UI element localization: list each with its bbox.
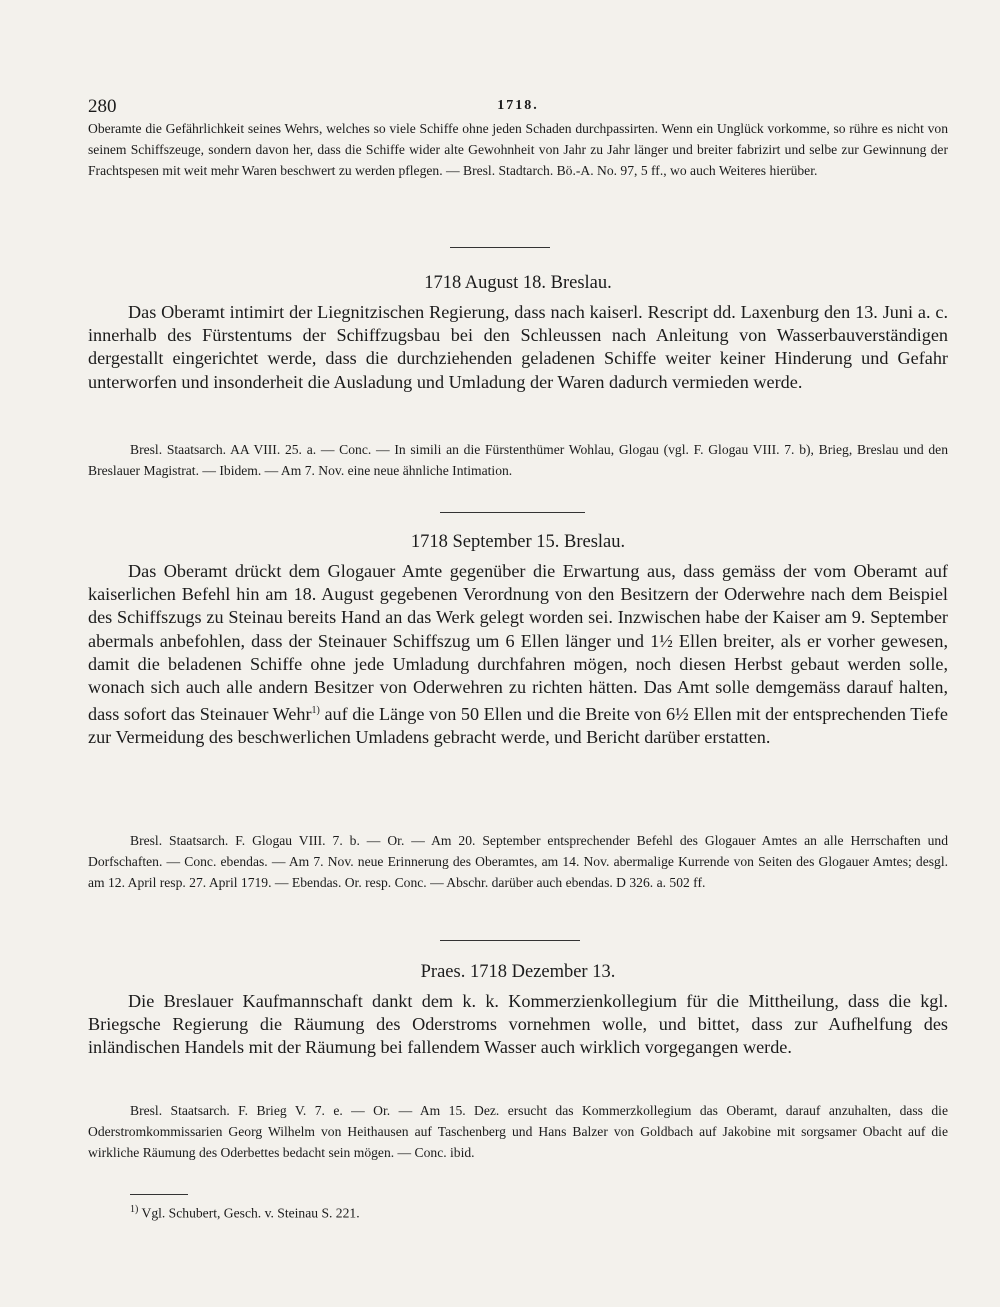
footnote-text: Vgl. Schubert, Gesch. v. Steinau S. 221. bbox=[138, 1205, 360, 1221]
entry-body-2-part-a: Das Oberamt drückt dem Glogauer Amte gegenüber die Erwartung aus, dass gemäss der vom Oberamt auf kaiserlichen Befehl hin am 18. August gegebenen Verordnung von den Besitzern der Oderwehre nach dem Beispiel des Schiffszugs zu Steinau bereits Hand an das Werk gelegt worden sei. Inzwischen habe der Kaiser am 9. September abermals anbefohlen, dass der Steinauer Schiffszug um 6 Ellen länger und 1½ Ellen breiter, als er vorher gewesen, damit die beladenen Schiffe ohne jede Umladung durchfahren mögen, noch diesen Herbst gebaut werden solle, wonach sich auch alle andern Besitzer von Oderwehren zu richten hätten. Das Amt solle demgemäss darauf halten, dass sofort das Steinauer Wehr bbox=[88, 561, 948, 725]
entry-body-3: Die Breslauer Kaufmannschaft dankt dem k. k. Kommerzienkollegium für die Mittheilung, dass die kgl. Briegsche Regierung die Räumung des Oderstroms vornehmen wolle, und bittet, dass zur Aufhelfung des inländischen Handels mit der Räumung bei fallendem Wasser auch wirklich vorgegangen werde. bbox=[88, 991, 948, 1058]
intro-paragraph: Oberamte die Gefährlichkeit seines Wehrs, welches so viele Schiffe ohne jeden Schaden durchpassirten. Wenn ein Unglück vorkomme, so rühre es nicht von seinem Schiffszeuge, sondern davon her, dass die Schiffe wider alte Gewohnheit von Jahr zu Jahr länger und breiter fabrizirt und selbe zur Gewinnung der Frachtspesen mit weit mehr Waren beschwert zu werden pflegen. — Bresl. Stadtarch. Bö.-A. No. 97, 5 ff., wo auch Weiteres hierüber. bbox=[88, 121, 948, 178]
entry-heading-2: 1718 September 15. Breslau. bbox=[410, 532, 626, 552]
entry-body-1: Das Oberamt intimirt der Liegnitzischen Regierung, dass nach kaiserl. Rescript dd. Laxenburg den 13. Juni a. c. innerhalb des Fürstentums der Schiffzugsbau bei den Schleussen nach Anleitung von Wasserbauverständigen dergestallt eingerichtet werde, dass die durchziehenden geladenen Schiffe weiter keiner Hinderung und Gefahr unterworfen und insonderheit die Ausladung und Umladung der Waren dadurch vermieden werde. bbox=[88, 302, 948, 392]
entry-source-3: Bresl. Staatsarch. F. Brieg V. 7. e. — Or. — Am 15. Dez. ersucht das Kommerzkollegium das Oberamt, darauf anzuhalten, dass die Oderstromkommissarien Georg Wilhelm von Heithausen auf Taschenberg und Hans Balzer von Goldbach auf Jakobine mit sorgsamer Obacht auf die wirkliche Räumung des Oderbettes bedacht sein mögen. — Conc. ibid. bbox=[88, 1103, 948, 1160]
running-header-year: 1718. bbox=[497, 98, 539, 113]
entry-body-2 bbox=[88, 560, 948, 750]
footnote-reference: 1) bbox=[311, 705, 320, 717]
entry-body-2-part-b: auf die Länge von 50 Ellen und die Breite von 6½ Ellen mit der entsprechenden Tiefe zur Vermeidung des beschwerlichen Umladens gebracht werde, und Bericht darüber erstatten. bbox=[88, 704, 948, 748]
section-divider bbox=[440, 940, 580, 941]
entry-source-1: Bresl. Staatsarch. AA VIII. 25. a. — Conc. — In simili an die Fürstenthümer Wohlau, Glogau (vgl. F. Glogau VIII. 7. b), Brieg, Breslau und den Breslauer Magistrat. — Ibidem. — Am 7. Nov. eine neue ähnliche Intimation. bbox=[88, 442, 948, 478]
entry-source-2: Bresl. Staatsarch. F. Glogau VIII. 7. b. — Or. — Am 20. September entsprechender Befehl des Glogauer Amtes an alle Herrschaften und Dorfschaften. — Conc. ebendas. — Am 7. Nov. neue Erinnerung des Oberamtes, am 14. Nov. abermalige Kurrende von Seiten des Glogauer Amtes; desgl. am 12. April resp. 27. April 1719. — Ebendas. Or. resp. Conc. — Abschr. darüber auch ebendas. D 326. a. 502 ff. bbox=[88, 833, 948, 890]
page-header bbox=[88, 96, 948, 120]
section-divider bbox=[440, 512, 585, 513]
entry-heading-1: 1718 August 18. Breslau. bbox=[424, 273, 612, 293]
section-divider bbox=[450, 247, 550, 248]
footnote-divider bbox=[130, 1194, 188, 1195]
page-number: 280 bbox=[88, 96, 117, 117]
footnote-mark: 1) bbox=[130, 1204, 139, 1215]
footnote bbox=[130, 1204, 360, 1222]
entry-heading-3: Praes. 1718 Dezember 13. bbox=[420, 962, 616, 982]
